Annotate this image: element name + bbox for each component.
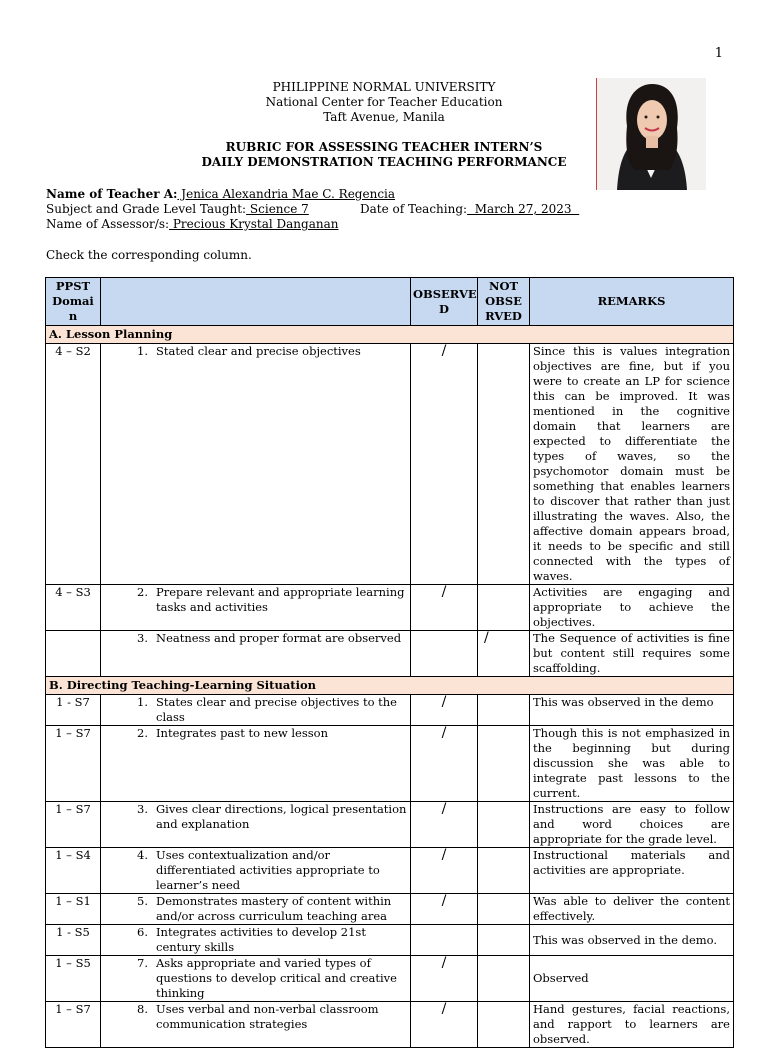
remarks-cell: This was observed in the demo [530,695,734,726]
indicator-text: Uses contextualization and/or differentiated activities appropriate to learner’s need [156,848,380,892]
remarks-cell: Observed [530,956,734,1002]
table-row [46,894,734,925]
header-observed: OBSERVE D [411,278,478,326]
table-row [46,631,734,677]
subject-value: Science 7 [246,202,309,216]
indicator-cell [101,585,411,631]
title-line-2: DAILY DEMONSTRATION TEACHING PERFORMANCE [201,155,567,169]
indicator-number: 1. [137,695,148,709]
table-row [46,802,734,848]
observed-check-cell[interactable]: / [411,894,478,925]
header-not-observed: NOT OBSE RVED [478,278,530,326]
teacher-name-line [46,187,395,202]
instruction-text: Check the corresponding column. [46,248,252,262]
observed-check-cell[interactable]: / [411,344,478,585]
indicator-text: Integrates past to new lesson [156,726,329,740]
not-observed-check-cell[interactable] [478,894,530,925]
indicator-cell [101,802,411,848]
indicator-text: Uses verbal and non-verbal classroom communication strategies [156,1002,379,1031]
teacher-name-value: Jenica Alexandria Mae C. Regencia [177,187,396,201]
indicator-cell [101,631,411,677]
observed-check-cell[interactable]: / [411,956,478,1002]
not-observed-check-cell[interactable]: / [478,631,530,677]
observed-check-cell[interactable] [411,925,478,956]
indicator-number: 3. [137,802,148,816]
assessor-value: Precious Krystal Danganan [169,217,339,231]
date-value: March 27, 2023 [467,202,580,216]
not-observed-check-cell[interactable] [478,585,530,631]
indicator-number: 2. [137,585,148,599]
indicator-cell [101,848,411,894]
indicator-text: Prepare relevant and appropriate learning tasks and activities [156,585,405,614]
ppst-domain-cell: 4 – S3 [46,585,101,631]
remarks-cell: This was observed in the demo. [530,925,734,956]
indicator-cell [101,925,411,956]
not-observed-check-cell[interactable] [478,956,530,1002]
table-header-row [46,278,734,326]
indicator-number: 3. [137,631,148,645]
remarks-cell: Instructional materials and activities are appropriate. [530,848,734,894]
not-observed-check-cell[interactable] [478,848,530,894]
remarks-cell: Was able to deliver the content effectively. [530,894,734,925]
indicator-cell [101,956,411,1002]
section-title: A. Lesson Planning [46,326,734,344]
title-line-1: RUBRIC FOR ASSESSING TEACHER INTERN’S [225,140,543,154]
not-observed-check-cell[interactable] [478,344,530,585]
indicator-number: 1. [137,344,148,358]
university-address: Taft Avenue, Manila [323,110,445,124]
indicator-number: 4. [137,848,148,862]
ppst-domain-cell: 1 – S1 [46,894,101,925]
subject-label: Subject and Grade Level Taught: [46,202,247,216]
remarks-cell: Activities are engaging and appropriate to achieve the objectives. [530,585,734,631]
center-name: National Center for Teacher Education [265,95,503,109]
date-line [360,202,579,217]
ppst-domain-cell: 1 – S4 [46,848,101,894]
indicator-text: States clear and precise objectives to the class [156,695,397,724]
remarks-cell: Instructions are easy to follow and word choices are appropriate for the grade level. [530,802,734,848]
ppst-domain-cell: 1 – S7 [46,802,101,848]
header-remarks: REMARKS [530,278,734,326]
observed-check-cell[interactable]: / [411,1002,478,1048]
ppst-domain-cell: 1 – S7 [46,1002,101,1048]
table-row [46,848,734,894]
ppst-domain-cell: 1 – S5 [46,956,101,1002]
observed-check-cell[interactable]: / [411,585,478,631]
not-observed-check-cell[interactable] [478,726,530,802]
indicator-text: Gives clear directions, logical presentation and explanation [156,802,407,831]
table-row [46,695,734,726]
ppst-domain-cell: 1 - S7 [46,695,101,726]
indicator-number: 7. [137,956,148,970]
indicator-cell [101,344,411,585]
indicator-number: 2. [137,726,148,740]
ppst-domain-cell: 1 – S7 [46,726,101,802]
teacher-name-label: Name of Teacher A: [46,187,178,201]
table-row [46,925,734,956]
indicator-text: Asks appropriate and varied types of questions to develop critical and creative thinking [156,956,397,1000]
header-indicator [101,278,411,326]
university-name: PHILIPPINE NORMAL UNIVERSITY [272,80,496,94]
ppst-domain-cell [46,631,101,677]
assessor-line [46,217,338,232]
not-observed-check-cell[interactable] [478,925,530,956]
indicator-number: 6. [137,925,148,939]
header-ppst-domain: PPST Domai n [46,278,101,326]
date-label: Date of Teaching: [360,202,468,216]
remarks-cell: Hand gestures, facial reactions, and rapport to learners are observed. [530,1002,734,1048]
remarks-cell: Though this is not emphasized in the beginning but during discussion she was able to integrate past lessons to the current. [530,726,734,802]
ppst-domain-cell: 4 – S2 [46,344,101,585]
indicator-cell [101,894,411,925]
not-observed-check-cell[interactable] [478,1002,530,1048]
remarks-cell: Since this is values integration objectives are fine, but if you were to create an LP for science this can be improved. It was mentioned in the cognitive domain that learners are expected to differentiate the types of waves, so the psychomotor domain must be something that enables learners to discover that rather than just illustrating the waves. Also, the affective domain appears broad, it needs to be specific and still connected with the types of waves. [530,344,734,585]
indicator-number: 5. [137,894,148,908]
table-row [46,344,734,585]
rubric-table [45,277,734,1048]
indicator-text: Neatness and proper format are observed [156,631,402,645]
observed-check-cell[interactable]: / [411,695,478,726]
indicator-text: Integrates activities to develop 21st century skills [156,925,366,954]
observed-check-cell[interactable] [411,631,478,677]
section-row-directing-teaching [46,677,734,695]
observed-check-cell[interactable]: / [411,802,478,848]
teacher-photo [596,78,706,190]
indicator-text: Demonstrates mastery of content within and/or across curriculum teaching area [156,894,392,923]
table-row [46,1002,734,1048]
indicator-number: 8. [137,1002,148,1016]
section-row-lesson-planning [46,326,734,344]
ppst-domain-cell: 1 - S5 [46,925,101,956]
not-observed-check-cell[interactable] [478,802,530,848]
table-row [46,726,734,802]
table-row [46,585,734,631]
indicator-text: Stated clear and precise objectives [156,344,361,358]
remarks-cell: The Sequence of activities is fine but content still requires some scaffolding. [530,631,734,677]
teacher-portrait-image [597,78,706,190]
table-row [46,956,734,1002]
not-observed-check-cell[interactable] [478,695,530,726]
observed-check-cell[interactable]: / [411,848,478,894]
section-title: B. Directing Teaching-Learning Situation [46,677,734,695]
indicator-cell [101,726,411,802]
observed-check-cell[interactable]: / [411,726,478,802]
indicator-cell [101,695,411,726]
subject-line [46,202,309,217]
page-number: 1 [714,46,723,61]
indicator-cell [101,1002,411,1048]
assessor-label: Name of Assessor/s: [46,217,170,231]
